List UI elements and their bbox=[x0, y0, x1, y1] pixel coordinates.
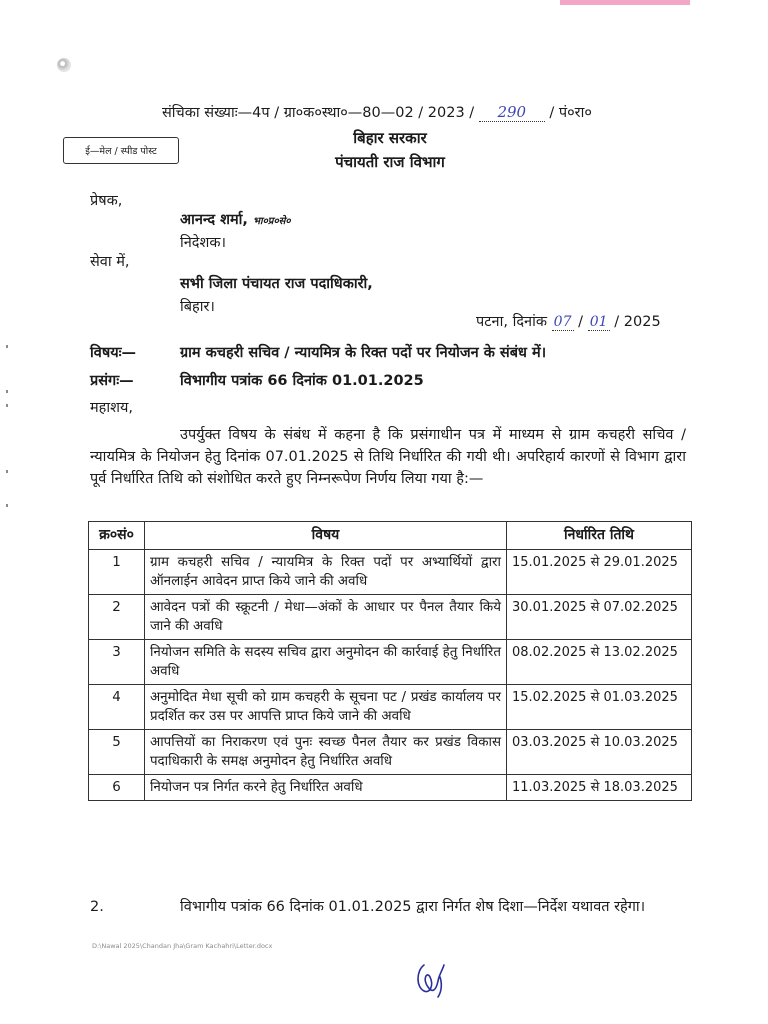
closing-paragraph bbox=[90, 894, 686, 920]
row-period: 08.02.2025 से 13.02.2025 bbox=[507, 640, 692, 685]
date-day: 07 bbox=[552, 314, 574, 331]
government-name: बिहार सरकार bbox=[353, 129, 427, 147]
table-row bbox=[89, 775, 692, 801]
subject-text: ग्राम कचहरी सचिव / न्यायमित्र के रिक्त पदों पर नियोजन के संबंध में। bbox=[180, 345, 547, 361]
dispatch-mode-label: ई—मेल / स्पीड पोस्ट bbox=[85, 146, 157, 157]
punch-hole-mark bbox=[57, 58, 71, 72]
body-paragraph-text: उपर्युक्त विषय के संबंध में कहना है कि प्रसंगाधीन पत्र में माध्यम से ग्राम कचहरी सचिव / न्यायमित्र के नियोजन हेतु दिनांक 07.01.2025 से तिथि निर्धारित की गयी थी। अपरिहार्य कारणों से विभाग द्वारा पूर्व निर्धारित तिथि को संशोधित करते हुए निम्नरूपेण निर्णय लिया गया है:— bbox=[90, 427, 686, 487]
row-period: 15.02.2025 से 01.03.2025 bbox=[507, 685, 692, 730]
row-serial: 3 bbox=[89, 640, 145, 685]
row-period: 03.03.2025 से 10.03.2025 bbox=[507, 730, 692, 775]
margin-mark bbox=[6, 345, 8, 348]
sender-name: आनन्द शर्मा, bbox=[180, 212, 248, 228]
table-row bbox=[89, 595, 692, 640]
file-reference-suffix: / पं०रा० bbox=[549, 105, 592, 121]
row-subject: आवेदन पत्रों की स्क्रूटनी / मेधा—अंकों के आधार पर पैनल तैयार किये जाने की अवधि bbox=[144, 595, 506, 640]
margin-mark bbox=[6, 470, 8, 473]
table-row bbox=[89, 685, 692, 730]
recipient-label: सेवा में, bbox=[90, 254, 130, 270]
row-serial: 6 bbox=[89, 775, 145, 801]
recipient-state: बिहार। bbox=[180, 299, 215, 315]
file-reference-line bbox=[162, 102, 642, 122]
date-year: / 2025 bbox=[614, 314, 661, 330]
row-subject: नियोजन समिति के सदस्य सचिव द्वारा अनुमोदन की कार्रवाई हेतु निर्धारित अवधि bbox=[144, 640, 506, 685]
row-period: 15.01.2025 से 29.01.2025 bbox=[507, 550, 692, 595]
sender-service: भा०प्र०से० bbox=[252, 216, 291, 227]
margin-mark bbox=[6, 404, 8, 407]
column-header-subject: विषय bbox=[144, 522, 506, 550]
closing-text: विभागीय पत्रांक 66 दिनांक 01.01.2025 द्वारा निर्गत शेष दिशा—निर्देश यथावत रहेगा। bbox=[180, 899, 646, 915]
reference-text: विभागीय पत्रांक 66 दिनांक 01.01.2025 bbox=[180, 373, 424, 389]
letter-date: पटना, दिनांक 07 / 01 / 2025 bbox=[476, 314, 661, 330]
row-period: 30.01.2025 से 07.02.2025 bbox=[507, 595, 692, 640]
file-reference-prefix: संचिका संख्याः—4प / ग्रा०क०स्था०—80—02 / 2023 / bbox=[162, 105, 475, 121]
subject-label: विषयः— bbox=[90, 345, 137, 361]
reference-label: प्रसंगः— bbox=[90, 373, 134, 389]
table-row bbox=[89, 730, 692, 775]
row-period: 11.03.2025 से 18.03.2025 bbox=[507, 775, 692, 801]
margin-mark bbox=[6, 504, 8, 507]
row-serial: 5 bbox=[89, 730, 145, 775]
column-header-date: निर्धारित तिथि bbox=[507, 522, 692, 550]
letterhead bbox=[270, 126, 510, 174]
row-subject: ग्राम कचहरी सचिव / न्यायमित्र के रिक्त पदों पर अभ्यार्थियों द्वारा ऑनलाईन आवेदन प्राप्त किये जाने की अवधि bbox=[144, 550, 506, 595]
body-paragraph bbox=[90, 424, 686, 490]
table-row bbox=[89, 550, 692, 595]
file-path-footer: D:\Nawal 2025\Chandan Jha\Gram Kachahri\Letter.docx bbox=[92, 942, 273, 950]
handwritten-letter-number: 290 bbox=[479, 103, 545, 122]
date-prefix: पटना, दिनांक bbox=[476, 314, 547, 330]
top-edge-strip bbox=[560, 0, 690, 5]
row-serial: 1 bbox=[89, 550, 145, 595]
dispatch-mode-stamp bbox=[63, 137, 179, 164]
row-serial: 4 bbox=[89, 685, 145, 730]
row-subject: आपत्तियों का निराकरण एवं पुनः स्वच्छ पैनल तैयार कर प्रखंड विकास पदाधिकारी के समक्ष अनुमोदन हेतु निर्धारित अवधि bbox=[144, 730, 506, 775]
row-serial: 2 bbox=[89, 595, 145, 640]
sender-designation: निदेशक। bbox=[180, 235, 226, 251]
table-header-row bbox=[89, 522, 692, 550]
sender-name-line bbox=[180, 209, 291, 229]
date-month: 01 bbox=[588, 314, 610, 331]
table-row bbox=[89, 640, 692, 685]
closing-number: 2. bbox=[90, 899, 104, 915]
sender-label: प्रेषक, bbox=[90, 193, 123, 209]
recipient-name: सभी जिला पंचायत राज पदाधिकारी, bbox=[180, 276, 373, 292]
department-name: पंचायती राज विभाग bbox=[335, 153, 445, 171]
handwritten-signature bbox=[412, 957, 452, 1001]
column-header-serial: क्र०सं० bbox=[89, 522, 145, 550]
row-subject: नियोजन पत्र निर्गत करने हेतु निर्धारित अवधि bbox=[144, 775, 506, 801]
schedule-table bbox=[88, 521, 692, 801]
margin-mark bbox=[6, 390, 8, 393]
salutation: महाशय, bbox=[90, 400, 134, 416]
row-subject: अनुमोदित मेधा सूची को ग्राम कचहरी के सूचना पट / प्रखंड कार्यालय पर प्रदर्शित कर उस पर आपत्ति प्राप्त किये जाने की अवधि bbox=[144, 685, 506, 730]
